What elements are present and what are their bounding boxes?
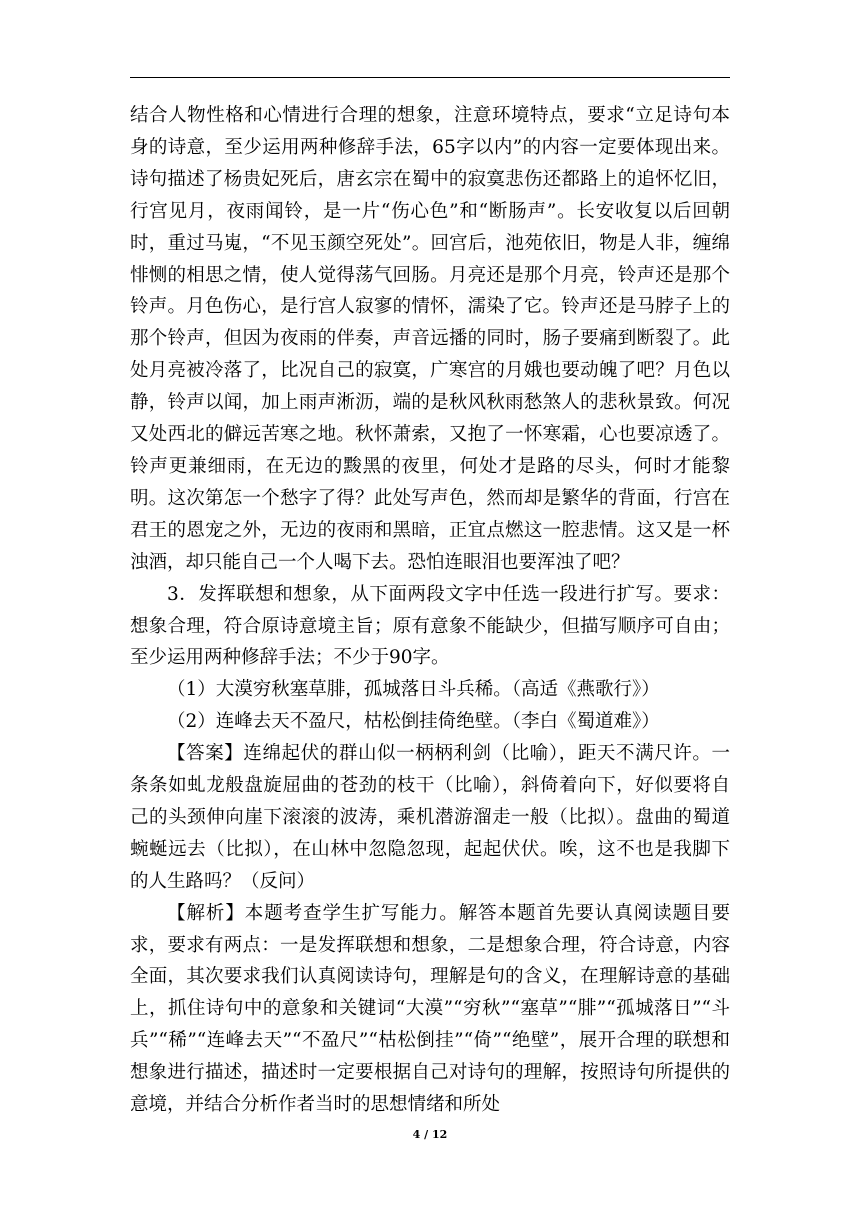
- document-body: [130, 100, 730, 1121]
- question-3-prompt: 3．发挥联想和想象，从下面两段文字中任选一段进行扩写。要求：想象合理，符合原诗意境主旨；原有意象不能缺少，但描写顺序可自由；至少运用两种修辞手法；不少于90字。: [130, 583, 730, 669]
- page-number: 4 / 12: [412, 1128, 448, 1141]
- option-2-poem-line: （2）连峰去天不盈尺，枯松倒挂倚绝壁。（李白《蜀道难》）: [167, 711, 660, 733]
- explanation-paragraph: 【解析】本题考查学生扩写能力。解答本题首先要认真阅读题目要求，要求有两点：一是发挥联想和想象，二是想象合理，符合诗意，内容全面，其次要求我们认真阅读诗句，理解是句的含义，在理解诗意的基础上，抓住诗句中的意象和关键词“大漠”“穷秋”“塞草”“腓”“孤城落日”“斗兵”“稀”“连峰去天”“不盈尺”“枯松倒挂”“倚”“绝壁”，展开合理的联想和想象进行描述，描述时一定要根据自己对诗句的理解，按照诗句所提供的意境，并结合分析作者当时的思想情绪和所处: [130, 902, 730, 1116]
- option-1-poem-line: （1）大漠穷秋塞草腓，孤城落日斗兵稀。（高适《燕歌行》）: [167, 679, 660, 701]
- analysis-paragraph-continued: 结合人物性格和心情进行合理的想象，注意环境特点，要求“立足诗句本身的诗意，至少运用两种修辞手法，65字以内”的内容一定要体现出来。诗句描述了杨贵妃死后，唐玄宗在蜀中的寂寞悲伤还都路上的追怀忆旧，行宫见月，夜雨闻铃，是一片“伤心色”和“断肠声”。长安收复以后回朝时，重过马嵬，“不见玉颜空死处”。回宫后，池苑依旧，物是人非，缠绵悱恻的相思之情，使人觉得荡气回肠。月亮还是那个月亮，铃声还是那个铃声。月色伤心，是行宫人寂寥的情怀，濡染了它。铃声还是马脖子上的那个铃声，但因为夜雨的伴奏，声音远播的同时，肠子要痛到断裂了。此处月亮被冷落了，比况自己的寂寞，广寒宫的月娥也要动魄了吧？月色以静，铃声以闻，加上雨声淅沥，端的是秋风秋雨愁煞人的悲秋景致。何况又处西北的僻远苦寒之地。秋怀萧索，又抱了一怀寒霜，心也要凉透了。铃声更兼细雨，在无边的黢黑的夜里，何处才是路的尽头，何时才能黎明。这次第怎一个愁字了得？此处写声色，然而却是繁华的背面，行宫在君王的恩宠之外，无边的夜雨和黑暗，正宜点燃这一腔悲情。这又是一杯浊酒，却只能自己一个人喝下去。恐怕连眼泪也要浑浊了吧？: [130, 105, 730, 573]
- answer-paragraph: 【答案】连绵起伏的群山似一柄柄利剑（比喻），距天不满尺许。一条条如虬龙般盘旋屈曲的苍劲的枝干（比喻），斜倚着向下，好似要将自己的头颈伸向崖下滚滚的波涛，乘机潜游溜走一般（比拟）。盘曲的蜀道蜿蜒远去（比拟），在山林中忽隐忽现，起起伏伏。唉，这不也是我脚下的人生路吗？（反问）: [130, 743, 730, 892]
- header-rule: [130, 77, 730, 78]
